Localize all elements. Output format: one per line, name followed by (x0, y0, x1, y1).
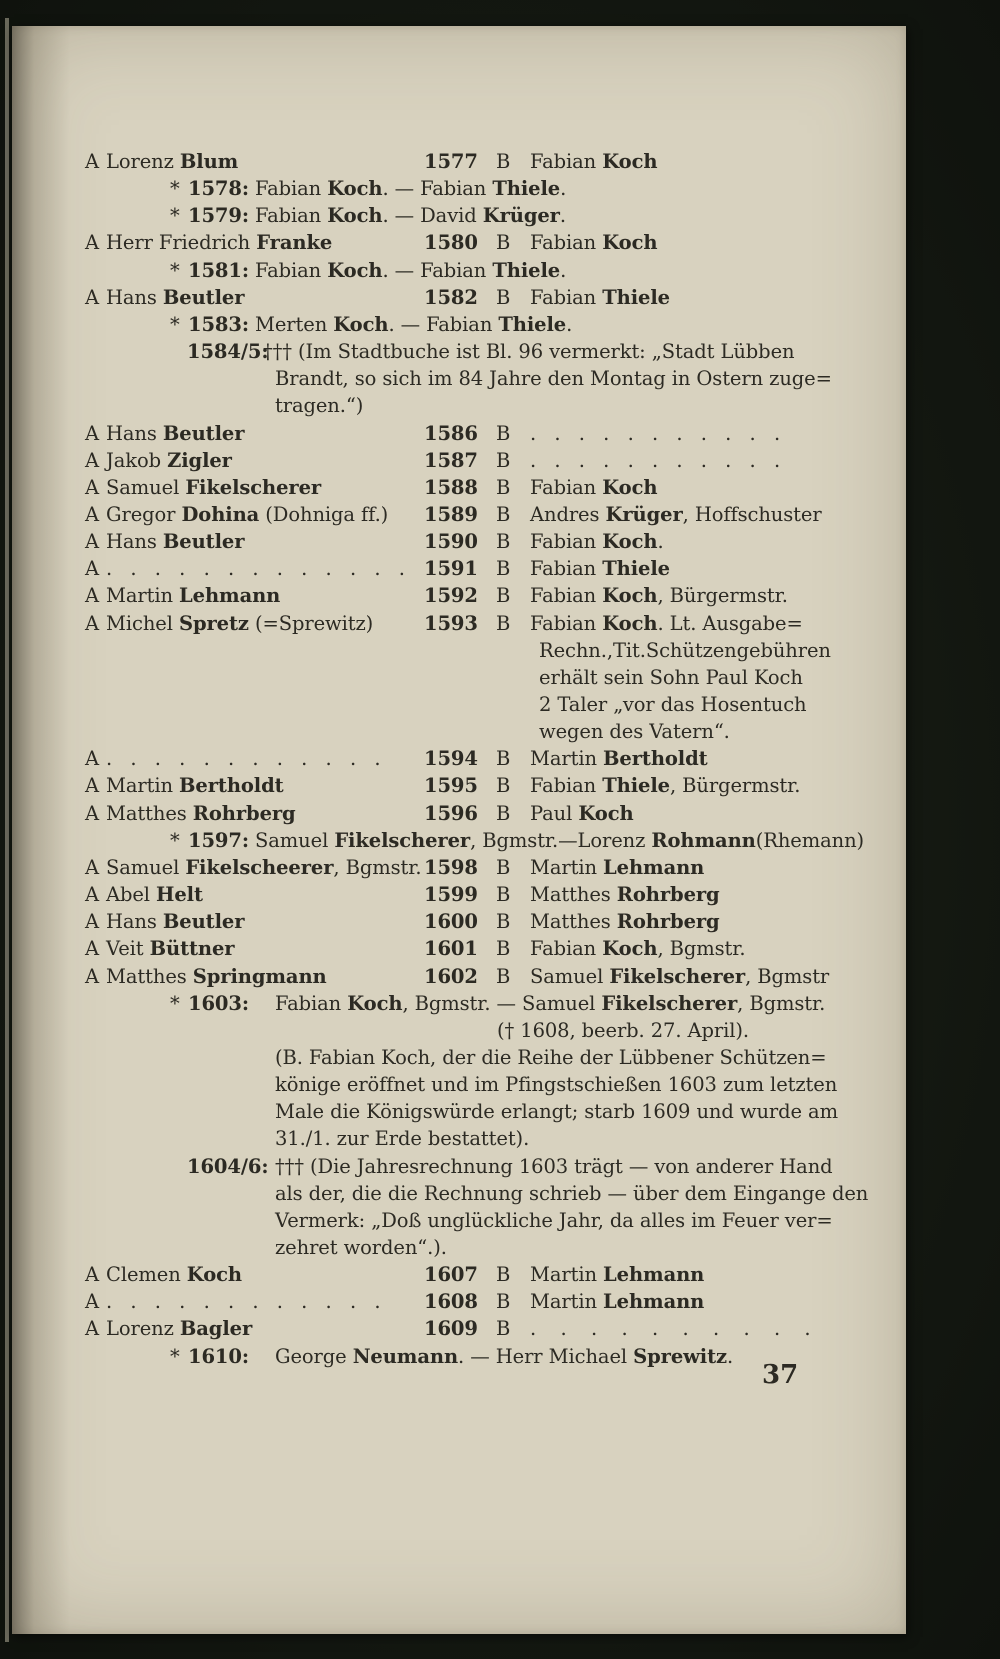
b-label: B (496, 475, 511, 499)
a-text: . . . . . . . . . . . . (106, 747, 381, 771)
entry-1595 (0, 772, 1000, 799)
b-label: B (496, 285, 511, 309)
a-label: A (85, 611, 99, 635)
king-1610 (0, 1343, 1000, 1370)
a-label: A (85, 855, 99, 879)
a-text: Martin Lehmann (106, 584, 281, 608)
a-text: Hans Beutler (106, 910, 245, 934)
star-text2: könige eröffnet und im Pfingstschießen 1603 zum letzten (275, 1073, 838, 1097)
note-1584-line1 (0, 338, 1000, 365)
entry-1577 (0, 148, 1000, 175)
b-label: B (496, 883, 511, 907)
entry-1591 (0, 555, 1000, 582)
star-text2: Male die Königswürde erlangt; starb 1609 und wurde am (275, 1100, 838, 1124)
entry-1593-wrap2 (0, 664, 1000, 691)
star-text2: 31./1. zur Erde bestattet). (275, 1127, 530, 1151)
year: 1591 (424, 557, 478, 581)
star-year: 1579: (188, 204, 249, 228)
b-label: B (496, 910, 511, 934)
year: 1596 (424, 801, 478, 825)
note-1584-line3 (0, 392, 1000, 419)
a-label: A (85, 530, 99, 554)
star: * (170, 258, 180, 282)
star-text: Samuel Fikelscherer, Bgmstr.—Lorenz Rohmann(Rhemann) (255, 828, 865, 852)
year: 1577 (424, 150, 478, 173)
page-number: 37 (762, 1360, 799, 1390)
year: 1602 (424, 964, 478, 988)
star: * (170, 828, 180, 852)
a-label: A (85, 557, 99, 581)
a-text: . . . . . . . . . . . . (106, 1290, 381, 1314)
year: 1594 (424, 747, 478, 771)
b-text: Fabian Koch (530, 475, 658, 499)
note-1604-line3 (0, 1207, 1000, 1234)
note-1604-line2 (0, 1180, 1000, 1207)
b-label: B (496, 747, 511, 771)
year: 1599 (424, 883, 478, 907)
entry-1593 (0, 610, 1000, 637)
entry-1601 (0, 935, 1000, 962)
star-text: Fabian Koch. — Fabian Thiele. (255, 258, 567, 282)
star-text2: Vermerk: „Doß unglückliche Jahr, da alles im Feuer ver= (275, 1208, 833, 1232)
star-text2: als der, die die Rechnung schrieb — über dem Eingange den (275, 1181, 869, 1205)
entry-1593-wrap3 (0, 691, 1000, 718)
note-wrap: tragen.“) (275, 394, 364, 418)
star: * (170, 1344, 180, 1368)
b-label: B (496, 502, 511, 526)
star-text2: Fabian Koch, Bgmstr. — Samuel Fikelscherer, Bgmstr. (275, 991, 826, 1015)
b-label: B (496, 584, 511, 608)
year: 1588 (424, 475, 478, 499)
star-text2: ††† (Die Jahresrechnung 1603 trägt — von anderer Hand (275, 1154, 833, 1178)
a-text: Hans Beutler (106, 421, 245, 445)
star-year: 1597: (188, 828, 249, 852)
star-text: Fabian Koch. — David Krüger. (255, 204, 566, 228)
note-1604-line1 (0, 1153, 1000, 1180)
b-text: Fabian Koch, Bürgermstr. (530, 584, 788, 608)
a-text: Matthes Springmann (106, 964, 327, 988)
star: * (170, 312, 180, 336)
a-text: Matthes Rohrberg (106, 801, 296, 825)
b-wrap: erhält sein Sohn Paul Koch (539, 665, 803, 689)
b-text: Martin Lehmann (530, 1263, 705, 1287)
a-text: Clemen Koch (106, 1263, 242, 1287)
indent-b: († 1608, beerb. 27. April). (497, 1018, 750, 1042)
b-text: Fabian Koch (530, 231, 658, 255)
b-text: Fabian Koch (530, 150, 658, 173)
star-text2: (B. Fabian Koch, der die Reihe der Lübbener Schützen= (275, 1045, 827, 1069)
star: * (170, 177, 180, 201)
year: 1593 (424, 611, 478, 635)
a-text: Michel Spretz (=Sprewitz) (106, 611, 374, 635)
year: 1586 (424, 421, 478, 445)
king-1603-line2 (0, 1017, 1000, 1044)
year: 1592 (424, 584, 478, 608)
a-text: Jakob Zigler (106, 448, 232, 472)
a-label: A (85, 964, 99, 988)
king-1597 (0, 827, 1000, 854)
b-text: . . . . . . . . . . . (530, 421, 781, 445)
star-text: Fabian Koch. — Fabian Thiele. (255, 177, 567, 201)
entry-1594 (0, 745, 1000, 772)
a-label: A (85, 421, 99, 445)
b-text: Fabian Thiele (530, 285, 670, 309)
note-label: 1584/5: (187, 340, 269, 364)
a-label: A (85, 285, 99, 309)
a-label: A (85, 231, 99, 255)
entry-1599 (0, 881, 1000, 908)
entry-1588 (0, 474, 1000, 501)
entry-1580 (0, 229, 1000, 256)
king-1603-line6 (0, 1125, 1000, 1152)
year: 1598 (424, 855, 478, 879)
star-year: 1581: (188, 258, 249, 282)
entry-1609 (0, 1315, 1000, 1342)
b-text: Martin Bertholdt (530, 747, 708, 771)
entry-1586 (0, 420, 1000, 447)
year: 1589 (424, 502, 478, 526)
b-label: B (496, 448, 511, 472)
a-text: Samuel Fikelscheerer, Bgmstr. (106, 855, 422, 879)
b-label: B (496, 1290, 511, 1314)
entry-1593-wrap1 (0, 637, 1000, 664)
entry-1598 (0, 854, 1000, 881)
b-text: . . . . . . . . . . . (530, 448, 781, 472)
note-wrap: Brandt, so sich im 84 Jahre den Montag in Ostern zuge= (275, 367, 832, 391)
year: 1607 (424, 1263, 478, 1287)
a-label: A (85, 502, 99, 526)
year: 1609 (424, 1317, 478, 1341)
b-label: B (496, 611, 511, 635)
b-label: B (496, 1263, 511, 1287)
b-label: B (496, 937, 511, 961)
year: 1600 (424, 910, 478, 934)
b-label: B (496, 801, 511, 825)
b-text: Fabian Koch. (530, 530, 664, 554)
a-label: A (85, 747, 99, 771)
b-text: Samuel Fikelscherer, Bgmstr (530, 964, 830, 988)
entry-1596 (0, 800, 1000, 827)
year: 1595 (424, 774, 478, 798)
star-year: 1583: (188, 312, 249, 336)
king-1603-line4 (0, 1071, 1000, 1098)
a-label: A (85, 937, 99, 961)
a-text: Hans Beutler (106, 285, 245, 309)
a-text: Martin Bertholdt (106, 774, 284, 798)
b-text: Fabian Thiele (530, 557, 670, 581)
entry-1607 (0, 1261, 1000, 1288)
b-label: B (496, 1317, 511, 1341)
star-year: 1610: (188, 1344, 249, 1368)
b-text: Fabian Koch, Bgmstr. (530, 937, 746, 961)
a-text: Samuel Fikelscherer (106, 475, 322, 499)
b-label: B (496, 231, 511, 255)
b-wrap: wegen des Vatern“. (539, 720, 730, 744)
entry-1587 (0, 447, 1000, 474)
year: 1582 (424, 285, 478, 309)
star-text2: zehret worden“.). (275, 1236, 447, 1259)
b-text: Paul Koch (530, 801, 634, 825)
a-label: A (85, 1290, 99, 1314)
a-label: A (85, 774, 99, 798)
year: 1590 (424, 530, 478, 554)
a-label: A (85, 910, 99, 934)
a-text: Abel Helt (106, 883, 203, 907)
a-text: Veit Büttner (106, 937, 235, 961)
king-1578 (0, 175, 1000, 202)
b-text: Martin Lehmann (530, 855, 705, 879)
a-text: Lorenz Blum (106, 150, 239, 173)
b-text: Fabian Koch. Lt. Ausgabe= (530, 611, 803, 635)
star: * (170, 204, 180, 228)
king-1603-line5 (0, 1098, 1000, 1125)
note-1584-line2 (0, 365, 1000, 392)
note-label: 1604/6: (187, 1154, 269, 1178)
a-label: A (85, 883, 99, 907)
b-label: B (496, 530, 511, 554)
b-label: B (496, 774, 511, 798)
a-label: A (85, 475, 99, 499)
entry-1592 (0, 582, 1000, 609)
b-label: B (496, 150, 511, 173)
star-text2: George Neumann. — Herr Michael Sprewitz. (275, 1344, 734, 1368)
b-text: Matthes Rohrberg (530, 883, 720, 907)
b-label: B (496, 421, 511, 445)
a-text: Hans Beutler (106, 530, 245, 554)
a-text: Lorenz Bagler (106, 1317, 253, 1341)
entry-1602 (0, 963, 1000, 990)
a-text: Herr Friedrich Franke (106, 231, 333, 255)
year: 1587 (424, 448, 478, 472)
b-label: B (496, 557, 511, 581)
entry-1582 (0, 284, 1000, 311)
b-text: Andres Krüger, Hoffschuster (530, 502, 822, 526)
a-text: Gregor Dohina (Dohniga ff.) (106, 502, 389, 526)
b-text: Martin Lehmann (530, 1290, 705, 1314)
entry-1608 (0, 1288, 1000, 1315)
a-label: A (85, 584, 99, 608)
a-text: . . . . . . . . . . . . . (106, 557, 405, 581)
note-text: ††† (Im Stadtbuche ist Bl. 96 vermerkt: „Stadt Lübben (263, 340, 795, 364)
king-1579 (0, 202, 1000, 229)
a-label: A (85, 150, 99, 173)
b-text: . . . . . . . . . . (530, 1317, 811, 1341)
entry-1600 (0, 908, 1000, 935)
b-text: Matthes Rohrberg (530, 910, 720, 934)
b-label: B (496, 855, 511, 879)
a-label: A (85, 448, 99, 472)
note-1604-line4 (0, 1234, 1000, 1261)
king-1603-line1 (0, 990, 1000, 1017)
entry-1589 (0, 501, 1000, 528)
b-wrap: Rechn.,Tit.Schützengebühren (539, 638, 831, 662)
year: 1601 (424, 937, 478, 961)
b-wrap: 2 Taler „vor das Hosentuch (539, 693, 807, 716)
b-text: Fabian Thiele, Bürgermstr. (530, 774, 801, 798)
a-label: A (85, 801, 99, 825)
star-year: 1603: (188, 991, 249, 1015)
king-1581 (0, 257, 1000, 284)
entry-1590 (0, 528, 1000, 555)
year: 1580 (424, 231, 478, 255)
entry-1593-wrap4 (0, 718, 1000, 745)
star: * (170, 991, 180, 1015)
a-label: A (85, 1317, 99, 1341)
year: 1608 (424, 1290, 478, 1314)
star-year: 1578: (188, 177, 249, 201)
king-1603-line3 (0, 1044, 1000, 1071)
star-text: Merten Koch. — Fabian Thiele. (255, 312, 573, 336)
b-label: B (496, 964, 511, 988)
king-1583 (0, 311, 1000, 338)
a-label: A (85, 1263, 99, 1287)
